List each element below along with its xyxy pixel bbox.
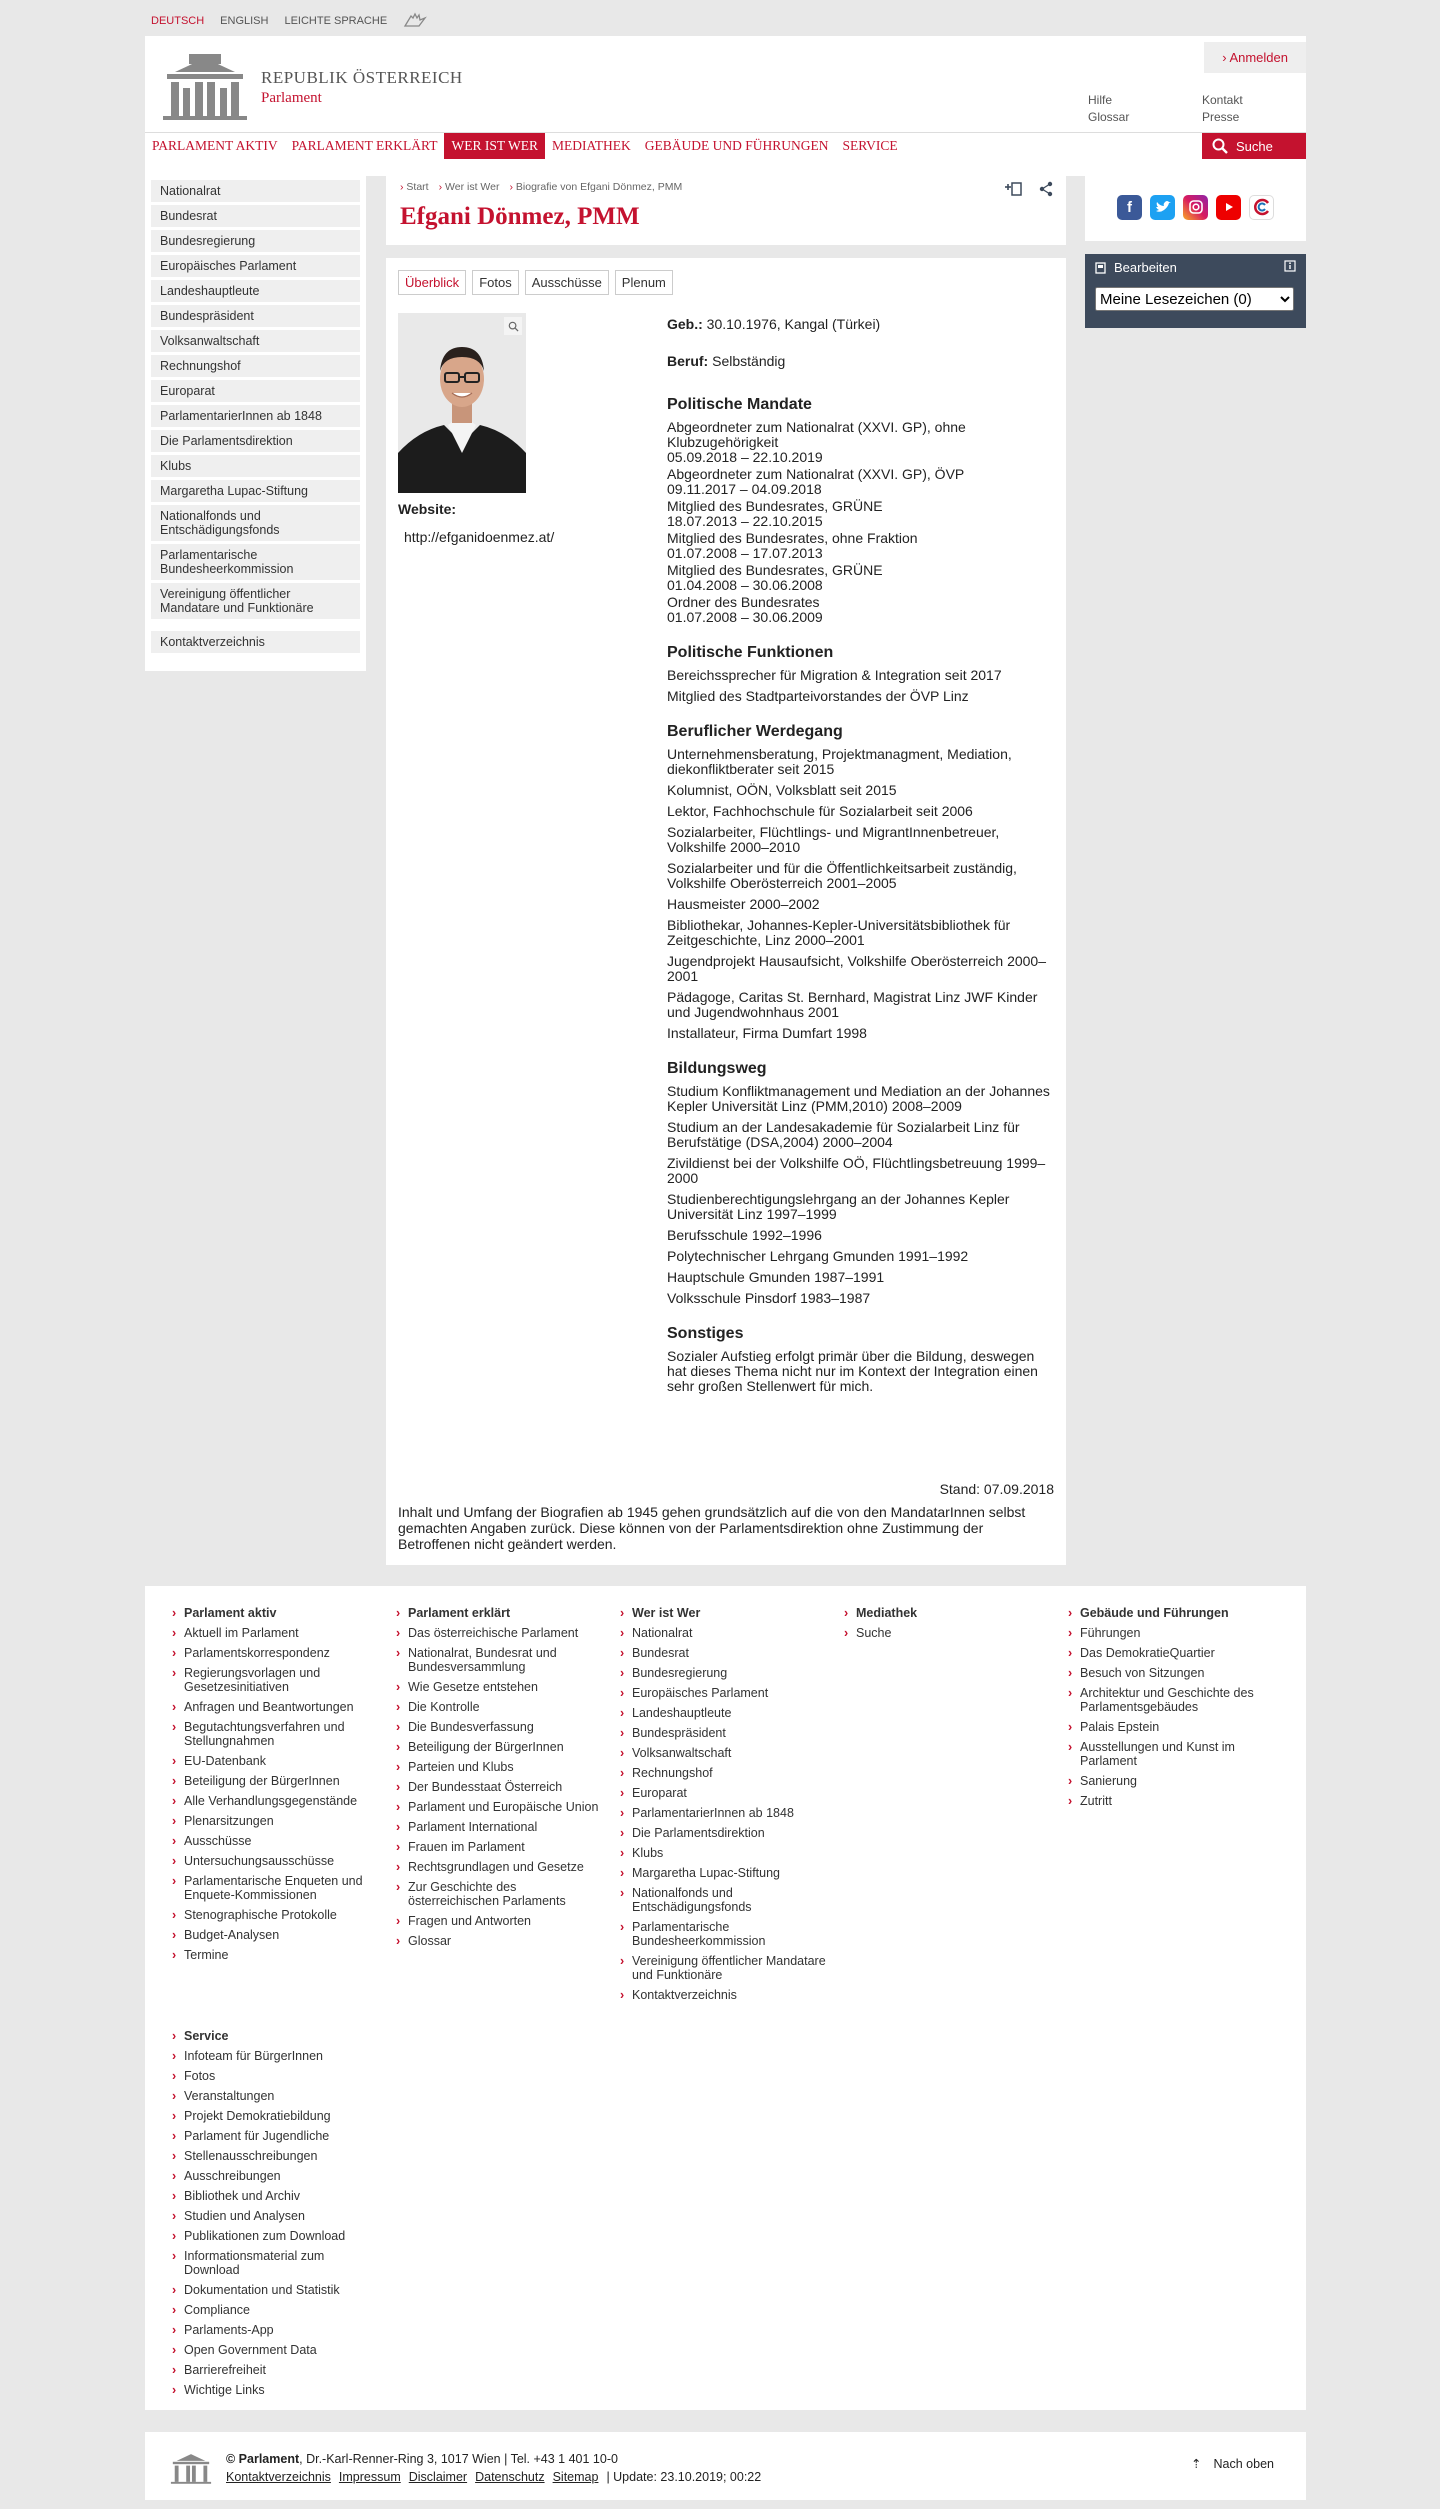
section-entry: Installateur, Firma Dumfart 1998	[667, 1025, 867, 1041]
nav-wer-ist-wer[interactable]: WER IST WER	[444, 133, 545, 159]
footer-link[interactable]: › Parlamentarische Enqueten und Enquete-Kommissionen	[172, 1874, 382, 1902]
section-entry: Berufsschule 1992–1996	[667, 1227, 822, 1243]
logo-subtitle: Parlament	[261, 89, 322, 106]
section-entry: Bereichssprecher für Migration & Integration seit 2017	[667, 667, 1002, 683]
section-entry: Unternehmensberatung, Projektmanagment, Mediation, diekonfliktberater seit 2015	[667, 746, 1012, 777]
footer-link[interactable]: › Margaretha Lupac-Stiftung	[620, 1866, 830, 1880]
footer-col-aktiv	[172, 1606, 382, 1968]
footer-heading[interactable]: › Parlament aktiv	[172, 1606, 382, 1620]
footer-link[interactable]: › Parlamentskorrespondenz	[172, 1646, 382, 1660]
footer-link[interactable]: › Zutritt	[1068, 1794, 1278, 1808]
site-logo[interactable]	[159, 54, 463, 120]
sidebar-item[interactable]: Nationalrat	[151, 180, 360, 202]
share-icon[interactable]	[1038, 181, 1054, 200]
footer-link[interactable]: › Landeshauptleute	[620, 1706, 830, 1720]
birth-info	[667, 317, 1055, 332]
login-button[interactable]	[1204, 42, 1306, 73]
press-link[interactable]: Presse	[1202, 110, 1240, 124]
facebook-icon[interactable]: f	[1117, 195, 1142, 220]
footer-link[interactable]: › Parteien und Klubs	[396, 1760, 606, 1774]
breadcrumb	[400, 181, 1052, 193]
nav-gebaeude[interactable]: GEBÄUDE UND FÜHRUNGEN	[644, 137, 829, 153]
link-disclaimer[interactable]: Disclaimer	[408, 2470, 468, 2484]
footer-link[interactable]: › Die Kontrolle	[396, 1700, 606, 1714]
footer-link[interactable]: › Rechnungshof	[620, 1766, 830, 1780]
footer-link[interactable]: › Ausschreibungen	[172, 2169, 382, 2183]
website-label: Website:	[398, 501, 457, 517]
contact-link[interactable]: Kontakt	[1202, 93, 1243, 107]
footer-link[interactable]: › Publikationen zum Download	[172, 2229, 382, 2243]
sidebar-item[interactable]: ParlamentarierInnen ab 1848	[151, 405, 360, 427]
search-icon	[1212, 138, 1228, 154]
sidebar-item[interactable]: Nationalfonds und Entschädigungsfonds	[151, 505, 360, 541]
website-block	[398, 501, 555, 545]
last-update: | Update: 23.10.2019; 00:22	[606, 2470, 762, 2484]
footer-link[interactable]: › Bundesrat	[620, 1646, 830, 1660]
section-entry: Volksschule Pinsdorf 1983–1987	[667, 1290, 871, 1306]
last-updated: Stand: 07.09.2018	[939, 1481, 1054, 1497]
link-kontaktverzeichnis[interactable]: Kontaktverzeichnis	[226, 2470, 331, 2484]
footer-link[interactable]: › Führungen	[1068, 1626, 1278, 1640]
search-button[interactable]	[1202, 133, 1306, 159]
disclaimer-text: Inhalt und Umfang der Biografien ab 1945 gehen grundsätzlich auf die von den MandatarInnen selbst gemachten Angaben zurück. Diese können von der Parlamentsdirektion ohne Zustimmung der Betroffenen nicht geändert werden.	[398, 1504, 1026, 1552]
title-card	[386, 173, 1066, 245]
footer-link[interactable]: › Nationalrat	[620, 1626, 830, 1640]
sidebar-item[interactable]: Parlamentarische Bundesheerkommission	[151, 544, 360, 580]
footer-link[interactable]: › Open Government Data	[172, 2343, 382, 2357]
breadcrumb-wer-ist-wer[interactable]: › Wer ist Wer	[438, 181, 500, 193]
footer-link[interactable]: › Stenographische Protokolle	[172, 1908, 382, 1922]
section-entry: Abgeordneter zum Nationalrat (XXVI. GP), ohne Klubzugehörigkeit 05.09.2018 – 22.10.2019	[667, 419, 966, 465]
footer-link[interactable]: › Informationsmaterial zum Download	[172, 2249, 382, 2277]
footer-link[interactable]: › Bibliothek und Archiv	[172, 2189, 382, 2203]
tab-ueberblick[interactable]: Überblick	[398, 270, 466, 295]
section-entry: Hausmeister 2000–2002	[667, 896, 820, 912]
language-bar	[145, 12, 1306, 30]
footer-link[interactable]: › Stellenausschreibungen	[172, 2149, 382, 2163]
sidebar-item[interactable]: Bundesregierung	[151, 230, 360, 252]
arrow-up-icon: ⇡	[1191, 2457, 1202, 2471]
footer-link[interactable]: › Suche	[844, 1626, 1054, 1640]
section-entry: Sozialarbeiter und für die Öffentlichkeitsarbeit zuständig, Volkshilfe Oberösterreich 2001–2005	[667, 860, 1017, 891]
footer-link[interactable]: › Wie Gesetze entstehen	[396, 1680, 606, 1694]
sidebar-item[interactable]: Landeshauptleute	[151, 280, 360, 302]
link-sitemap[interactable]: Sitemap	[552, 2470, 599, 2484]
login-label: Anmelden	[1229, 50, 1288, 65]
main-navigation	[145, 132, 1306, 158]
footer-col-gebaeude	[1068, 1606, 1278, 1814]
sign-language-icon[interactable]	[403, 12, 427, 31]
footer-link[interactable]: › Die Bundesverfassung	[396, 1720, 606, 1734]
site-header	[145, 36, 1306, 176]
glossary-link[interactable]: Glossar	[1088, 110, 1130, 124]
section-entry: Lektor, Fachhochschule für Sozialarbeit seit 2006	[667, 803, 973, 819]
birth-label: Geb.:	[667, 316, 703, 332]
lang-english[interactable]: ENGLISH	[220, 15, 269, 27]
footer-heading[interactable]: › Service	[172, 2029, 382, 2043]
sidebar-item[interactable]: Volksanwaltschaft	[151, 330, 360, 352]
section-entry: Kolumnist, OÖN, Volksblatt seit 2015	[667, 782, 897, 798]
section-entry: Ordner des Bundesrates 01.07.2008 – 30.06.2009	[667, 594, 823, 625]
footer-link[interactable]: › ParlamentarierInnen ab 1848	[620, 1806, 830, 1820]
nav-parlament-erklaert[interactable]: PARLAMENT ERKLÄRT	[291, 137, 438, 153]
footer-link[interactable]: › Der Bundesstaat Österreich	[396, 1780, 606, 1794]
footer-link[interactable]: › Wichtige Links	[172, 2383, 382, 2397]
footer-link[interactable]: › Bundesregierung	[620, 1666, 830, 1680]
link-impressum[interactable]: Impressum	[338, 2470, 401, 2484]
footer-link[interactable]: › EU-Datenbank	[172, 1754, 382, 1768]
edit-title: Bearbeiten	[1114, 260, 1177, 275]
logo-title: REPUBLIK ÖSTERREICH	[261, 67, 463, 87]
footer-link[interactable]: › Nationalfonds und Entschädigungsfonds	[620, 1886, 830, 1914]
section-entry: Jugendprojekt Hausaufsicht, Volkshilfe Oberösterreich 2000–2001	[667, 953, 1046, 984]
link-datenschutz[interactable]: Datenschutz	[475, 2470, 545, 2484]
footer-link[interactable]: › Parlamentarische Bundesheerkommission	[620, 1920, 830, 1948]
footer-col-service	[172, 2029, 382, 2403]
sidebar-item[interactable]: Europäisches Parlament	[151, 255, 360, 277]
biography-card	[386, 258, 1066, 1565]
sidebar-item[interactable]: Margaretha Lupac-Stiftung	[151, 480, 360, 502]
section-heading-sonstiges: Sonstiges	[667, 1325, 744, 1342]
footer-link[interactable]: › Parlament für Jugendliche	[172, 2129, 382, 2143]
sidebar-item[interactable]: Europarat	[151, 380, 360, 402]
footer-col-erklaert	[396, 1606, 606, 1954]
social-links	[1085, 173, 1306, 241]
footer-link[interactable]: › Compliance	[172, 2303, 382, 2317]
footer-link[interactable]: › Projekt Demokratiebildung	[172, 2109, 382, 2123]
section-entry: Studium Konfliktmanagement und Mediation an der Johannes Kepler Universität Linz (PMM,2010) 2008–2009	[667, 1083, 1050, 1114]
section-heading-funktionen: Politische Funktionen	[667, 644, 834, 661]
section-entry: Mitglied des Stadtparteivorstandes der ÖVP Linz	[667, 688, 969, 704]
breadcrumb-start[interactable]: › Start	[400, 181, 429, 193]
sidebar-item[interactable]: Die Parlamentsdirektion	[151, 430, 360, 452]
sidebar-item[interactable]: Kontaktverzeichnis	[151, 631, 360, 653]
footer-link[interactable]: › Begutachtungsverfahren und Stellungnahmen	[172, 1720, 382, 1748]
section-entry: Studienberechtigungslehrgang an der Johannes Kepler Universität Linz 1997–1999	[667, 1191, 1010, 1222]
section-entry: Bibliothekar, Johannes-Kepler-Universitätsbibliothek für Zeitgeschichte, Linz 2000–2001	[667, 917, 1011, 948]
nav-parlament-aktiv[interactable]: PARLAMENT AKTIV	[152, 137, 278, 153]
twitter-icon[interactable]	[1150, 195, 1175, 220]
section-entry: Mitglied des Bundesrates, GRÜNE 18.07.2013 – 22.10.2015	[667, 498, 883, 529]
tab-ausschuesse[interactable]: Ausschüsse	[525, 270, 609, 295]
sidebar-navigation	[145, 173, 366, 671]
parliament-logo-icon	[159, 54, 251, 120]
chevron-right-icon: ›	[1222, 50, 1230, 65]
footer-sitemap	[145, 1586, 1306, 2410]
footer-link[interactable]: › Glossar	[396, 1934, 606, 1948]
footer-link[interactable]: › Untersuchungsausschüsse	[172, 1854, 382, 1868]
section-heading-werdegang: Beruflicher Werdegang	[667, 723, 843, 740]
footer-link[interactable]: › Infoteam für BürgerInnen	[172, 2049, 382, 2063]
footer-link[interactable]: › Parlament und Europäische Union	[396, 1800, 606, 1814]
footer-link[interactable]: › Fotos	[172, 2069, 382, 2083]
footer-link[interactable]: › Fragen und Antworten	[396, 1914, 606, 1928]
portrait-photo[interactable]	[398, 313, 526, 493]
footer-link[interactable]: › Alle Verhandlungsgegenstände	[172, 1794, 382, 1808]
nav-service[interactable]: SERVICE	[842, 137, 898, 153]
footer-link[interactable]: › Zur Geschichte des österreichischen Parlaments	[396, 1880, 606, 1908]
footer-link[interactable]: › Frauen im Parlament	[396, 1840, 606, 1854]
back-to-top[interactable]	[1191, 2456, 1274, 2471]
parliament-small-logo-icon	[169, 2452, 213, 2484]
sidebar-item[interactable]: Rechnungshof	[151, 355, 360, 377]
bookmark-widget	[1085, 254, 1306, 328]
footer-link[interactable]: › Sanierung	[1068, 1774, 1278, 1788]
contact-links	[1202, 92, 1243, 126]
sidebar-item[interactable]: Vereinigung öffentlicher Mandatare und Funktionäre	[151, 583, 360, 619]
footer-link[interactable]: › Klubs	[620, 1846, 830, 1860]
tab-fotos[interactable]: Fotos	[472, 270, 519, 295]
website-url: http://efganidoenmez.at/	[404, 529, 555, 545]
footer-col-mediathek	[844, 1606, 1054, 1646]
footer-link[interactable]: › Die Parlamentsdirektion	[620, 1826, 830, 1840]
footer-link[interactable]: › Budget-Analysen	[172, 1928, 382, 1942]
occupation-label: Beruf:	[667, 353, 709, 369]
section-entry: Sozialer Aufstieg erfolgt primär über die Bildung, deswegen hat dieses Thema nicht nur im Kontext der Integration einen sehr großen Stellenwert für mich.	[667, 1348, 1038, 1394]
footer-heading[interactable]: › Gebäude und Führungen	[1068, 1606, 1278, 1620]
zoom-icon[interactable]	[504, 317, 522, 335]
footer-link[interactable]: › Vereinigung öffentlicher Mandatare und Funktionäre	[620, 1954, 830, 1982]
lang-deutsch[interactable]: DEUTSCH	[151, 15, 205, 27]
footer-link[interactable]: › Beteiligung der BürgerInnen	[396, 1740, 606, 1754]
biography-details	[667, 313, 1055, 1400]
footer-link[interactable]: › Palais Epstein	[1068, 1720, 1278, 1734]
bookmark-icon	[1095, 262, 1106, 274]
footer-link[interactable]: › Architektur und Geschichte des Parlamentsgebäudes	[1068, 1686, 1278, 1714]
footer-link[interactable]: › Das österreichische Parlament	[396, 1626, 606, 1640]
footer-link[interactable]: › Bundespräsident	[620, 1726, 830, 1740]
occupation-value: Selbständig	[712, 353, 786, 369]
bottom-bar	[145, 2432, 1306, 2500]
footer-link[interactable]: › Plenarsitzungen	[172, 1814, 382, 1828]
search-label: Suche	[1236, 138, 1273, 154]
section-entry: Pädagoge, Caritas St. Bernhard, Magistrat Linz JWF Kinder und Jugendwohnhaus 2001	[667, 989, 1038, 1020]
section-entry: Mitglied des Bundesrates, ohne Fraktion 01.07.2008 – 17.07.2013	[667, 530, 918, 561]
footer-link[interactable]: › Dokumentation und Statistik	[172, 2283, 382, 2297]
footer-link[interactable]: › Europarat	[620, 1786, 830, 1800]
footer-link[interactable]: › Ausschüsse	[172, 1834, 382, 1848]
footer-link[interactable]: › Studien und Analysen	[172, 2209, 382, 2223]
section-entry: Abgeordneter zum Nationalrat (XXVI. GP), ÖVP 09.11.2017 – 04.09.2018	[667, 466, 965, 497]
mediathek-icon[interactable]	[1249, 195, 1274, 220]
footer-link[interactable]: › Termine	[172, 1948, 382, 1962]
section-entry: Sozialarbeiter, Flüchtlings- und MigrantInnenbetreuer, Volkshilfe 2000–2010	[667, 824, 1000, 855]
sidebar-item[interactable]: Klubs	[151, 455, 360, 477]
section-heading-bildung: Bildungsweg	[667, 1060, 767, 1077]
footer-link[interactable]: › Volksanwaltschaft	[620, 1746, 830, 1760]
tab-plenum[interactable]: Plenum	[615, 270, 673, 295]
legal-links	[226, 2470, 761, 2484]
section-entry: Mitglied des Bundesrates, GRÜNE 01.04.2008 – 30.06.2008	[667, 562, 883, 593]
occupation-info	[667, 354, 1055, 369]
footer-link[interactable]: › Ausstellungen und Kunst im Parlament	[1068, 1740, 1278, 1768]
info-icon[interactable]	[1284, 260, 1296, 275]
sidebar-item[interactable]: Bundespräsident	[151, 305, 360, 327]
footer-heading[interactable]: › Mediathek	[844, 1606, 1054, 1620]
help-link[interactable]: Hilfe	[1088, 93, 1113, 107]
section-entry: Hauptschule Gmunden 1987–1991	[667, 1269, 885, 1285]
nav-mediathek[interactable]: MEDIATHEK	[551, 137, 631, 153]
add-bookmark-icon[interactable]	[1004, 181, 1024, 200]
footer-heading[interactable]: › Wer ist Wer	[620, 1606, 830, 1620]
website-link[interactable]	[398, 529, 555, 545]
footer-link[interactable]: › Anfragen und Beantwortungen	[172, 1700, 382, 1714]
footer-link[interactable]: › Barrierefreiheit	[172, 2363, 382, 2377]
footer-link[interactable]: › Beteiligung der BürgerInnen	[172, 1774, 382, 1788]
footer-link[interactable]: › Parlament International	[396, 1820, 606, 1834]
footer-link[interactable]: › Veranstaltungen	[172, 2089, 382, 2103]
section-entry: Polytechnischer Lehrgang Gmunden 1991–1992	[667, 1248, 969, 1264]
birth-value: 30.10.1976, Kangal (Türkei)	[706, 316, 881, 332]
sidebar-item[interactable]: Bundesrat	[151, 205, 360, 227]
footer-link[interactable]: › Regierungsvorlagen und Gesetzesinitiativen	[172, 1666, 382, 1694]
copyright: © Parlament, Dr.-Karl-Renner-Ring 3, 1017 Wien | Tel. +43 1 401 10-0	[226, 2452, 618, 2466]
page-actions	[1004, 181, 1054, 200]
tab-bar	[398, 270, 1054, 295]
footer-link[interactable]: › Nationalrat, Bundesrat und Bundesversammlung	[396, 1646, 606, 1674]
breadcrumb-current: › Biografie von Efgani Dönmez, PMM	[509, 181, 683, 193]
help-links	[1088, 92, 1129, 126]
section-entry: Zivildienst bei der Volkshilfe OÖ, Flüchtlingsbetreuung 1999–2000	[667, 1155, 1046, 1186]
page-title: Efgani Dönmez, PMM	[400, 203, 640, 230]
footer-link[interactable]: › Besuch von Sitzungen	[1068, 1666, 1278, 1680]
footer-col-wer	[620, 1606, 830, 2008]
bookmark-select[interactable]	[1095, 287, 1294, 311]
footer-heading[interactable]: › Parlament erklärt	[396, 1606, 606, 1620]
section-entry: Studium an der Landesakademie für Sozialarbeit Linz für Berufstätige (DSA,2004) 2000–2004	[667, 1119, 1020, 1150]
footer-link[interactable]: › Rechtsgrundlagen und Gesetze	[396, 1860, 606, 1874]
youtube-icon[interactable]	[1216, 195, 1241, 220]
footer-link[interactable]: › Aktuell im Parlament	[172, 1626, 382, 1640]
lang-easy[interactable]: LEICHTE SPRACHE	[284, 15, 388, 27]
footer-link[interactable]: › Das DemokratieQuartier	[1068, 1646, 1278, 1660]
footer-link[interactable]: › Parlaments-App	[172, 2323, 382, 2337]
footer-link[interactable]: › Kontaktverzeichnis	[620, 1988, 830, 2002]
back-to-top-label: Nach oben	[1213, 2457, 1274, 2471]
footer-link[interactable]: › Europäisches Parlament	[620, 1686, 830, 1700]
section-heading-mandate: Politische Mandate	[667, 396, 812, 413]
instagram-icon[interactable]	[1183, 195, 1208, 220]
